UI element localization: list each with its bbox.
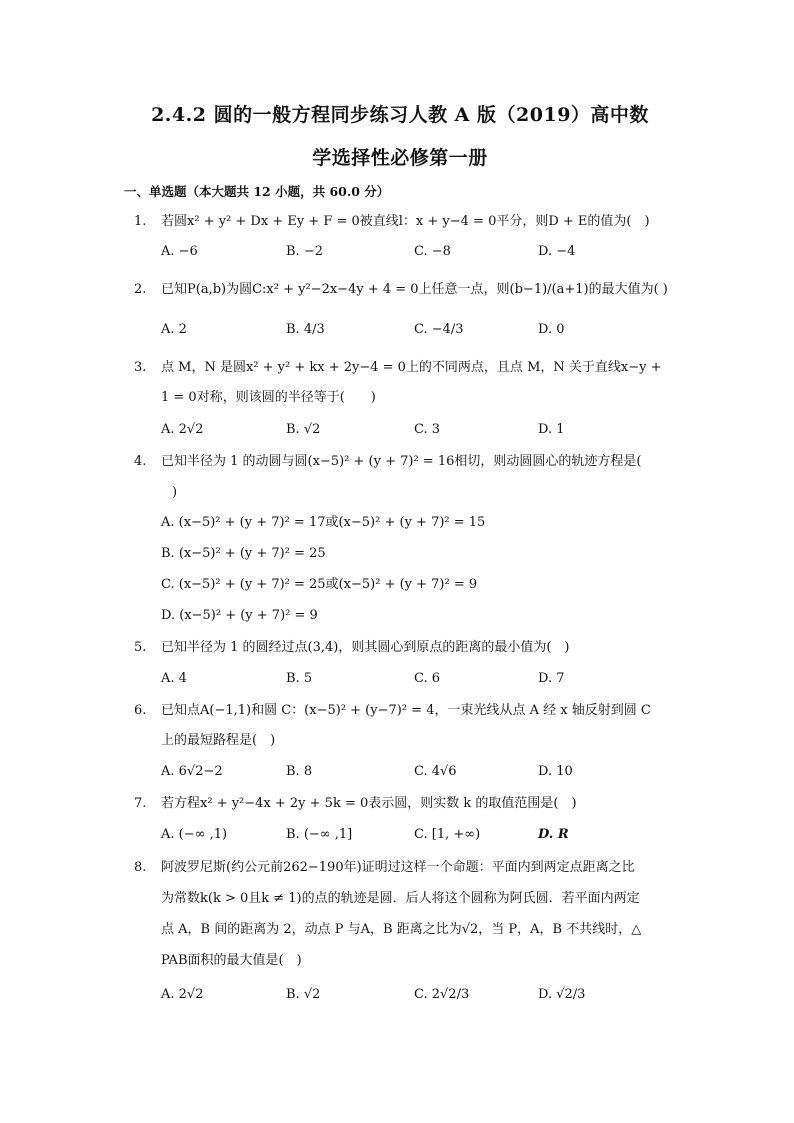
option-d: D. 1 bbox=[538, 422, 565, 437]
question-number: 7. bbox=[134, 796, 147, 811]
option-b: B. √2 bbox=[286, 987, 321, 1002]
option-d: D. R bbox=[538, 827, 569, 842]
option-b: B. 8 bbox=[286, 764, 313, 779]
option-d: D. 0 bbox=[538, 322, 565, 337]
question-stem: 若方程x² + y²−4x + 2y + 5k = 0表示圆，则实数 k 的取值范围是( ) bbox=[161, 796, 577, 811]
doc-title-line2: 学选择性必修第一册 bbox=[312, 147, 488, 169]
option-c: C. 6 bbox=[414, 671, 441, 686]
option-c: C. 3 bbox=[414, 422, 441, 437]
question-stem: 已知半径为 1 的圆经过点(3,4)，则其圆心到原点的距离的最小值为( ) bbox=[161, 640, 570, 655]
option-a: A. 2√2 bbox=[161, 987, 204, 1002]
question-stem-line2: ) bbox=[172, 485, 178, 500]
option-b: B. 4/3 bbox=[286, 322, 325, 337]
option-c: C. 4√6 bbox=[414, 764, 457, 779]
question-number: 4. bbox=[134, 454, 147, 469]
question-stem-line1: 点 M，N 是圆x² + y² + kx + 2y−4 = 0上的不同两点，且点 M，N 关于直线x−y + bbox=[161, 360, 662, 375]
question-number: 1. bbox=[134, 214, 147, 229]
option-b: B. 5 bbox=[286, 671, 313, 686]
question-stem-line3: 点 A，B 间的距离为 2，动点 P 与A，B 距离之比为√2，当 P，A，B 不共线时，△ bbox=[161, 922, 642, 937]
option-d: D. (x−5)² + (y + 7)² = 9 bbox=[161, 608, 318, 623]
option-a: A. (x−5)² + (y + 7)² = 17或(x−5)² + (y + 7)² = 15 bbox=[161, 515, 486, 530]
question-stem-line4: PAB面积的最大值是( ) bbox=[161, 953, 302, 968]
option-d: D. √2/3 bbox=[538, 987, 586, 1002]
option-b: B. (−∞ ,1] bbox=[286, 827, 353, 842]
option-a: A. 4 bbox=[161, 671, 187, 686]
option-c: C. −4/3 bbox=[414, 322, 464, 337]
option-a: A. 2√2 bbox=[161, 422, 204, 437]
question-stem-line2: 为常数k(k > 0且k ≠ 1)的点的轨迹是圆．后人将这个圆称为阿氏圆．若平面内两定 bbox=[161, 891, 640, 906]
question-stem-line1: 已知半径为 1 的动圆与圆(x−5)² + (y + 7)² = 16相切，则动圆圆心的轨迹方程是( bbox=[161, 454, 642, 469]
option-d: D. −4 bbox=[538, 244, 576, 259]
question-number: 3. bbox=[134, 360, 147, 375]
option-c: C. [1, +∞) bbox=[414, 827, 481, 842]
question-number: 5. bbox=[134, 640, 147, 655]
question-number: 8. bbox=[134, 860, 147, 875]
option-b: B. √2 bbox=[286, 422, 321, 437]
question-stem-line1: 已知点A(−1,1)和圆 C：(x−5)² + (y−7)² = 4，一束光线从点 A 经 x 轴反射到圆 C bbox=[161, 703, 651, 718]
question-stem-line1: 阿波罗尼斯(约公元前262−190年)证明过这样一个命题：平面内到两定点距离之比 bbox=[161, 860, 635, 875]
option-b: B. (x−5)² + (y + 7)² = 25 bbox=[161, 546, 326, 561]
option-d: D. 7 bbox=[538, 671, 565, 686]
question-stem: 若圆x² + y² + Dx + Ey + F = 0被直线l：x + y−4 = 0平分，则D + E的值为( ) bbox=[161, 214, 650, 229]
option-a: A. 6√2−2 bbox=[161, 764, 223, 779]
question-stem-line2: 上的最短路程是( ) bbox=[161, 733, 276, 748]
section-heading: 一、单选题（本大题共 12 小题，共 60.0 分） bbox=[124, 184, 390, 199]
option-c: C. −8 bbox=[414, 244, 451, 259]
doc-title-line1: 2.4.2 圆的一般方程同步练习人教 A 版（2019）高中数 bbox=[151, 104, 649, 126]
option-c: C. 2√2/3 bbox=[414, 987, 470, 1002]
option-a: A. 2 bbox=[161, 322, 187, 337]
question-number: 6. bbox=[134, 703, 147, 718]
question-stem: 已知P(a,b)为圆C:x² + y²−2x−4y + 4 = 0上任意一点，则(b−1)/(a+1)的最大值为( ) bbox=[161, 282, 668, 297]
option-a: A. (−∞ ,1) bbox=[161, 827, 228, 842]
option-c: C. (x−5)² + (y + 7)² = 25或(x−5)² + (y + 7)² = 9 bbox=[161, 577, 478, 592]
option-a: A. −6 bbox=[161, 244, 198, 259]
option-d: D. 10 bbox=[538, 764, 573, 779]
question-4-cont bbox=[172, 483, 177, 503]
question-number: 2. bbox=[134, 282, 147, 297]
question-stem-line2: 1 = 0对称，则该圆的半径等于( ) bbox=[161, 390, 376, 405]
option-b: B. −2 bbox=[286, 244, 323, 259]
